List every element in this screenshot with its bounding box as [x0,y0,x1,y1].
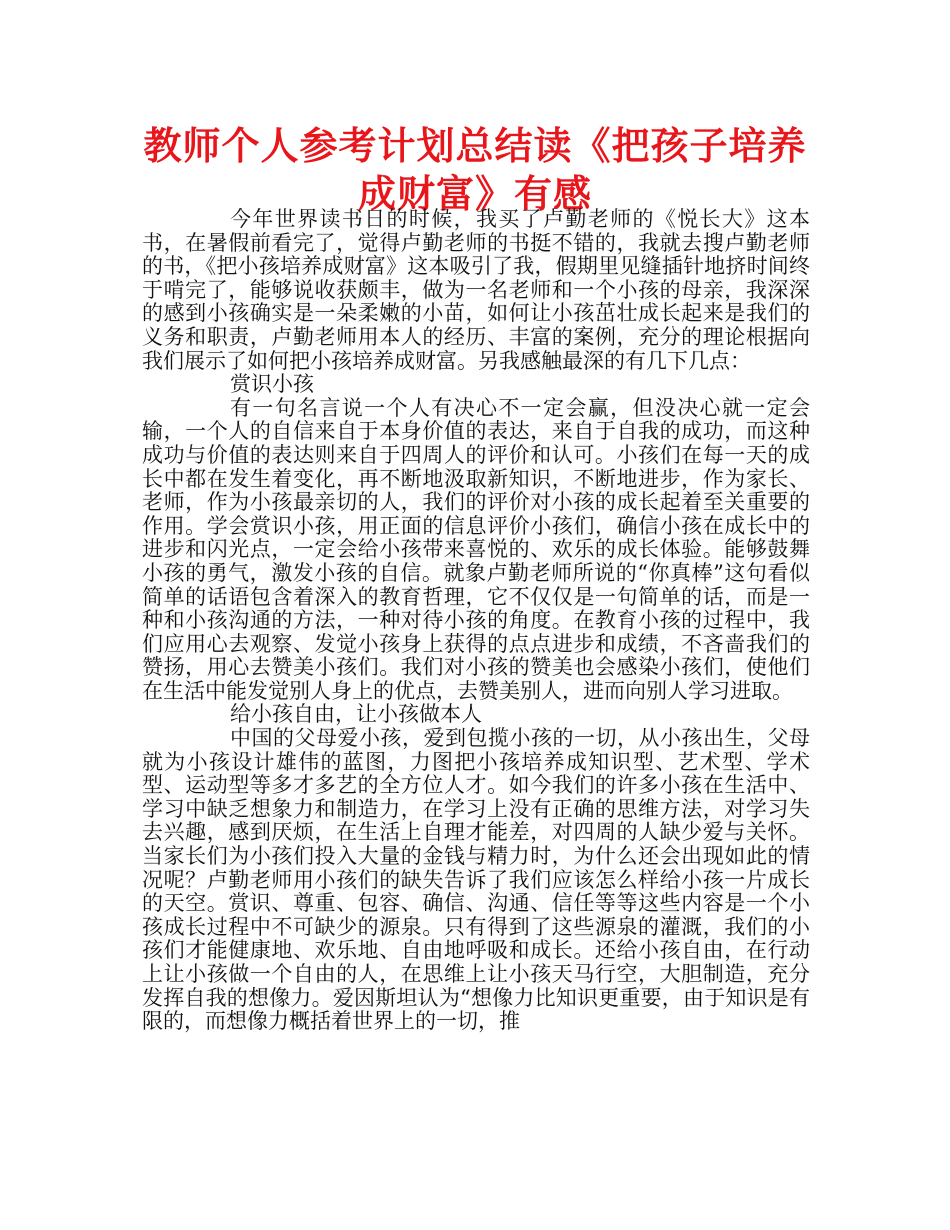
paragraph-freedom: 中国的父母爱小孩，爱到包揽小孩的一切，从小孩出生，父母就为小孩设计雄伟的蓝图，力图把小孩培养成知识型、艺术型、学术型、运动型等多才多艺的全方位人才。如今我们的许多小孩在生活中、学习中缺乏想象力和制造力，在学习上没有正确的思维方法，对学习失去兴趣，感到厌烦，在生活上自理才能差，对四周的人缺少爱与关怀。当家长们为小孩们投入大量的金钱与精力时，为什么还会出现如此的情况呢？卢勤老师用小孩们的缺失告诉了我们应该怎么样给小孩一片成长的天空。赏识、尊重、包容、确信、沟通、信任等等这些内容是一个小孩成长过程中不可缺少的源泉。只有得到了这些源泉的灌溉，我们的小孩们才能健康地、欢乐地、自由地呼吸和成长。还给小孩自由，在行动上让小孩做一个自由的人，在思维上让小孩天马行空，大胆制造，充分发挥自我的想像力。爱因斯坦认为“想像力比知识更重要，由于知识是有限的，而想像力概括着世界上的一切，推 [142,726,810,1034]
section-heading-freedom: 给小孩自由，让小孩做本人 [230,702,482,727]
section-heading-appreciate: 赏识小孩 [230,372,314,397]
document-body [142,208,810,1034]
document-title: 教师个人参考计划总结读《把孩子培养成财富》有感 [143,124,807,216]
paragraph-appreciate: 有一句名言说一个人有决心不一定会赢，但没决心就一定会输，一个人的自信来自于本身价值的表达，来自于自我的成功，而这种成功与价值的表达则来自于四周人的评价和认可。小孩们在每一天的成长中都在发生着变化，再不断地汲取新知识，不断地进步，作为家长、老师，作为小孩最亲切的人，我们的评价对小孩的成长起着至关重要的作用。学会赏识小孩，用正面的信息评价小孩们，确信小孩在成长中的进步和闪光点，一定会给小孩带来喜悦的、欢乐的成长体验。能够鼓舞小孩的勇气，激发小孩的自信。就象卢勤老师所说的“你真棒”这句看似简单的话语包含着深入的教育哲理，它不仅仅是一句简单的话，而是一种和小孩沟通的方法，一种对待小孩的角度。在教育小孩的过程中，我们应用心去观察、发觉小孩身上获得的点点进步和成绩，不吝啬我们的赞扬，用心去赞美小孩们。我们对小孩的赞美也会感染小孩们，使他们在生活中能发觉别人身上的优点，去赞美别人，进而向别人学习进取。 [142,395,810,703]
paragraph-intro: 今年世界读书日的时候，我买了卢勤老师的《悦长大》这本书，在暑假前看完了，觉得卢勤老师的书挺不错的，我就去搜卢勤老师的书，《把小孩培养成财富》这本吸引了我，假期里见缝插针地挤时间终于啃完了，能够说收获颇丰，做为一名老师和一个小孩的母亲，我深深的感到小孩确实是一朵柔嫩的小苗，如何让小孩茁壮成长起来是我们的义务和职责，卢勤老师用本人的经历、丰富的案例，充分的理论根据向我们展示了如何把小孩培养成财富。另我感触最深的有几下几点： [142,207,810,373]
